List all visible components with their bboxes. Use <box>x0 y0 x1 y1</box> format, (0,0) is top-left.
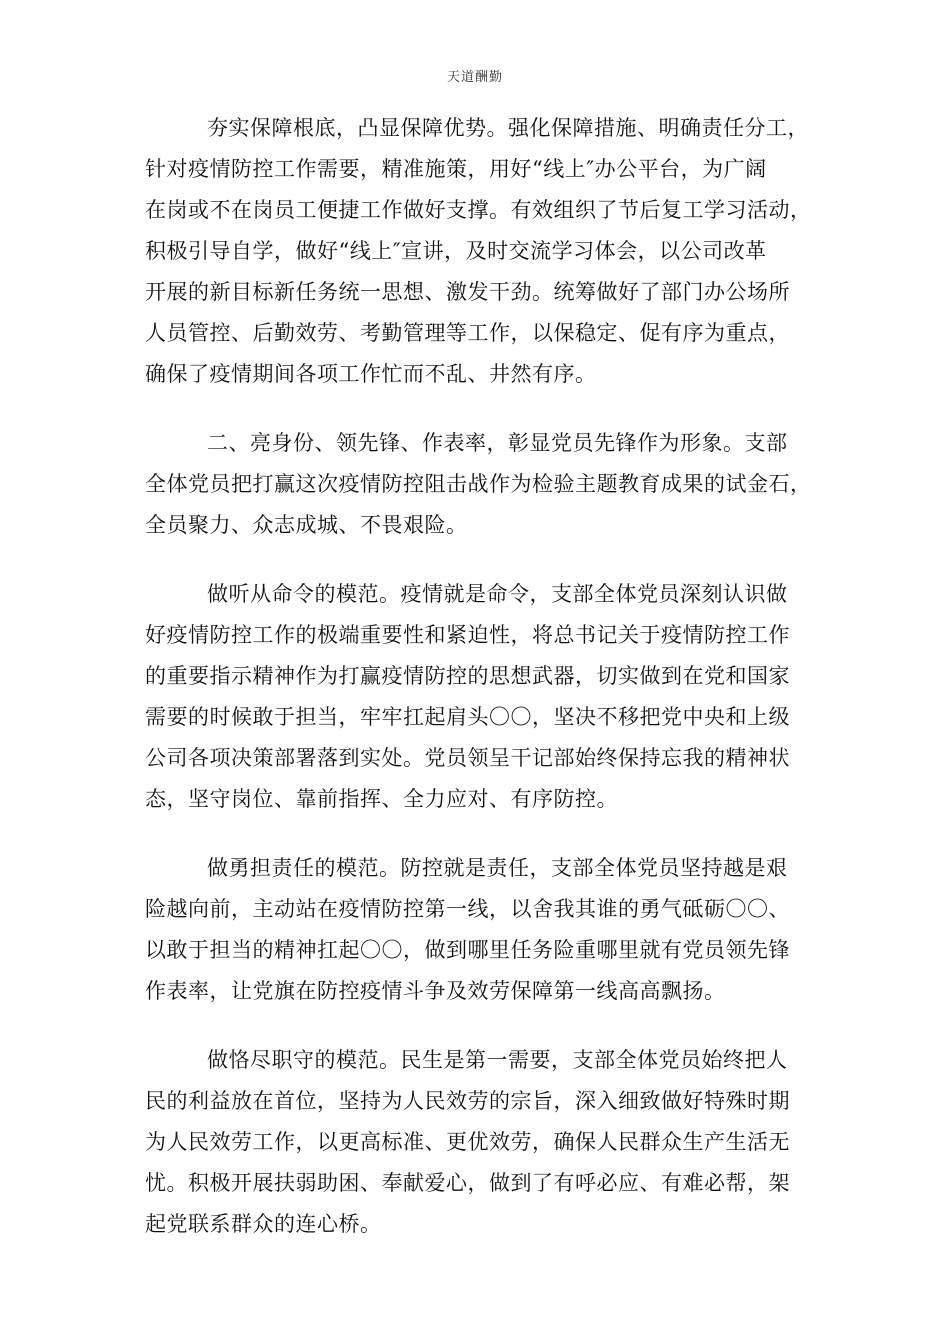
paragraph <box>145 108 812 395</box>
paragraph-line: 做恪尽职守的模范。民生是第一需要，支部全体党员始终把人 <box>207 1048 788 1072</box>
paragraph-line: 的重要指示精神作为打赢疫情防控的思想武器，切实做到在党和国家 <box>145 664 790 688</box>
paragraph-line: 忧。积极开展扶弱助困、奉献爱心，做到了有呼必应、有难必帮，架 <box>145 1171 790 1195</box>
paragraph-line: 为人民效劳工作，以更高标准、更优效劳，确保人民群众生产生活无 <box>145 1130 790 1154</box>
paragraph-line: 确保了疫情期间各项工作忙而不乱、井然有序。 <box>145 362 597 386</box>
paragraph-line: 积极引导自学，做好“线上″宣讲，及时交流学习体会，以公司改革 <box>145 239 767 263</box>
paragraph-line: 起党联系群众的连心桥。 <box>145 1212 382 1236</box>
paragraph-line: 险越向前，主动站在疫情防控第一线，以舍我其谁的勇气砥砺〇〇、 <box>145 897 790 921</box>
paragraph <box>145 423 812 546</box>
paragraph-line: 人员管控、后勤效劳、考勤管理等工作，以保稳定、促有序为重点， <box>145 321 790 345</box>
paragraph-line: 全体党员把打赢这次疫情防控阻击战作为检验主题教育成果的试金石， <box>145 472 812 496</box>
paragraph-line: 作表率，让党旗在防控疫情斗争及效劳保障第一线高高飘扬。 <box>145 979 726 1003</box>
paragraph-line: 在岗或不在岗员工便捷工作做好支撑。有效组织了节后复工学习活动， <box>145 198 812 222</box>
paragraph-line: 做听从命令的模范。疫情就是命令，支部全体党员深刻认识做 <box>207 582 788 606</box>
paragraph <box>145 848 807 1012</box>
paragraph-line: 针对疫情防控工作需要，精准施策，用好“线上″办公平台，为广阔 <box>145 157 767 181</box>
paragraph-line: 以敢于担当的精神扛起〇〇，做到哪里任务险重哪里就有党员领先锋 <box>145 938 790 962</box>
paragraph-line: 好疫情防控工作的极端重要性和紧迫性，将总书记关于疫情防控工作 <box>145 623 790 647</box>
running-header: 天道酬勤 <box>446 70 503 85</box>
paragraph-line: 做勇担责任的模范。防控就是责任，支部全体党员坚持越是艰 <box>207 856 788 880</box>
paragraph-line: 民的利益放在首位，坚持为人民效劳的宗旨，深入细致做好特殊时期 <box>145 1089 790 1113</box>
document-body <box>145 108 812 1273</box>
paragraph-line: 夯实保障根底，凸显保障优势。强化保障措施、明确责任分工， <box>207 116 809 140</box>
paragraph-line: 公司各项决策部署落到实处。党员领呈干记部始终保持忘我的精神状 <box>145 746 790 770</box>
paragraph <box>145 574 807 820</box>
paragraph-line: 全员聚力、众志成城、不畏艰险。 <box>145 513 468 537</box>
paragraph-line: 二、亮身份、领先锋、作表率，彰显党员先锋作为形象。支部 <box>207 431 788 455</box>
paragraph <box>145 1040 807 1245</box>
paragraph-line: 态，坚守岗位、靠前指挥、全力应对、有序防控。 <box>145 787 618 811</box>
paragraph-line: 开展的新目标新任务统一思想、激发干劲。统筹做好了部门办公场所 <box>145 280 790 304</box>
paragraph-line: 需要的时候敢于担当，牢牢扛起肩头〇〇，坚决不移把党中央和上级 <box>145 705 790 729</box>
